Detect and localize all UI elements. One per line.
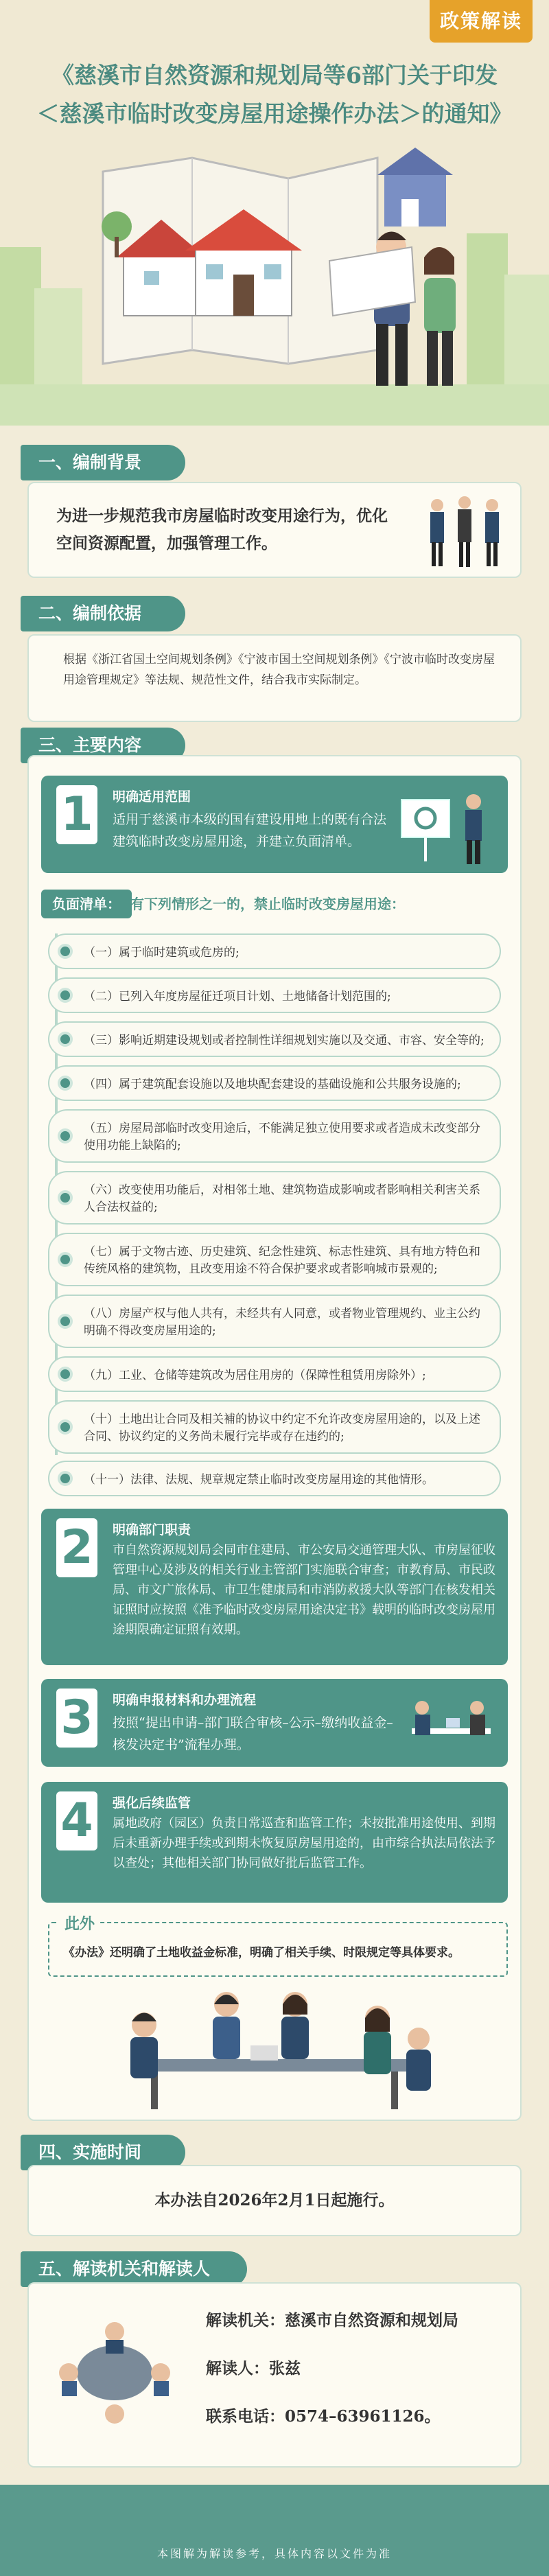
- list-item: [48, 933, 501, 969]
- list-item-text: （二）已列入年度房屋征迁项目计划、土地储备计划范围的;: [84, 990, 391, 1003]
- list-item-text: （六）改变使用功能后，对相邻土地、建筑物造成影响或者影响相关利害关系人合法权益的;: [84, 1183, 480, 1214]
- negative-list-header: [41, 890, 508, 918]
- item-4-number: 4: [56, 1791, 97, 1850]
- item-4-body: 属地政府（园区）负责日常巡查和监管工作；未按批准用途使用、到期后未重新办理手续或到期未恢复原房屋用途的，由市综合执法局依法予以查处；其他相关部门协同做好批后监管工作。: [113, 1816, 495, 1870]
- list-item-text: （三）影响近期建设规划或者控制性详细规划实施以及交通、市容、安全等的;: [84, 1034, 484, 1047]
- bullet-dot: [58, 1367, 73, 1382]
- policy-badge: 政策解读: [430, 0, 533, 43]
- besides-box: [48, 1916, 508, 1977]
- section-5-card: [27, 2282, 522, 2468]
- list-item-text: （十一）法律、法规、规章规定禁止临时改变房屋用途的其他情形。: [84, 1473, 434, 1487]
- bullet-dot: [58, 1252, 73, 1267]
- item-3-body: 按照“提出申请–部门联合审核–公示–缴纳收益金–核发决定书”流程办理。: [113, 1715, 393, 1752]
- bullet-dot: [58, 1032, 73, 1047]
- round-table-icon: [49, 2311, 180, 2428]
- item-2-number: 2: [56, 1518, 97, 1577]
- list-item-text: （五）房屋局部临时改变用途后，不能满足独立使用要求或者造成未改变部分使用功能上缺陷的;: [84, 1122, 480, 1152]
- interpreter-name: 解读人：张兹: [206, 2359, 301, 2378]
- list-item: [48, 1400, 501, 1454]
- page-title: [27, 56, 522, 133]
- list-item-text: （七）属于文物古迹、历史建筑、纪念性建筑、标志性建筑、具有地方特色和传统风格的建筑物，且改变用途不符合保护要求或者影响城市景观的;: [84, 1245, 480, 1276]
- section-2-text: 根据《浙江省国土空间规划条例》《宁波市国土空间规划条例》《宁波市临时改变房屋用途管理规定》等法规、规范性文件，结合我市实际制定。: [63, 653, 495, 687]
- officials-icon: [420, 493, 509, 572]
- item-3-block: [41, 1679, 508, 1767]
- list-item: [48, 1295, 501, 1348]
- list-item: [48, 1021, 501, 1057]
- bullet-dot: [58, 1419, 73, 1435]
- section-4-card: [27, 2165, 522, 2236]
- item-1-body: 适用于慈溪市本级的国有建设用地上的既有合法建筑临时改变房屋用途，并建立负面清单。: [113, 812, 387, 849]
- section-2-card: [27, 634, 522, 722]
- meeting-illustration: [89, 1977, 460, 2114]
- item-1-number: 1: [56, 785, 97, 844]
- title-line-2: ＜慈溪市临时改变房屋用途操作办法＞的通知》: [36, 100, 513, 127]
- item-2-block: [41, 1509, 508, 1665]
- consultation-icon: [401, 1687, 501, 1759]
- besides-text: 《办法》还明确了土地收益金标准，明确了相关手续、时限规定等具体要求。: [63, 1946, 460, 1960]
- item-1-block: [41, 776, 508, 873]
- list-item: [48, 1171, 501, 1225]
- list-item: [48, 1461, 501, 1496]
- bullet-dot: [58, 1076, 73, 1091]
- bullet-dot: [58, 1314, 73, 1329]
- hero-banner: [0, 0, 549, 426]
- besides-label: 此外: [59, 1912, 100, 1934]
- list-item-text: （一）属于临时建筑或危房的;: [84, 946, 240, 960]
- list-item-text: （十）土地出让合同及相关補的协议中约定不允许改变房屋用途的，以及上述合同、协议约定的义务尚未履行完毕或存在违约的;: [84, 1413, 480, 1443]
- list-item: [48, 1065, 501, 1101]
- house-map-illustration: [89, 144, 474, 391]
- bullet-dot: [58, 944, 73, 959]
- section-1-text: 为进一步规范我市房屋临时改变用途行为，优化空间资源配置，加强管理工作。: [56, 507, 388, 553]
- footer-text: 本图解为解读参考，具体内容以文件为准: [156, 2547, 392, 2560]
- title-line-1: 《慈溪市自然资源和规划局等6部门关于印发: [51, 62, 498, 89]
- footer: [0, 2485, 549, 2576]
- negative-list-label: 负面清单：: [41, 890, 132, 918]
- negative-list-desc: 有下列情形之一的，禁止临时改变房屋用途：: [130, 896, 405, 912]
- list-item-text: （八）房屋产权与他人共有，未经共有人同意，或者物业管理规约、业主公约明确不得改变房屋用途的;: [84, 1307, 480, 1338]
- interpreter-org: 解读机关：慈溪市自然资源和规划局: [206, 2311, 458, 2330]
- item-2-body: 市自然资源规划局会同市住建局、市公安局交通管理大队、市房屋征收管理中心及涉及的相关行业主管部门实施联合审查；市教育局、市民政局、市文广旅体局、市卫生健康局和市消防救援大队等部门在核发相关证照时应按照《准予临时改变房屋用途决定书》载明的临时改变房屋用途期限确定证照有效期。: [113, 1543, 495, 1637]
- section-3-heading: 三、主要内容: [21, 728, 185, 763]
- negative-list: [48, 933, 501, 1455]
- bullet-dot: [58, 1128, 73, 1144]
- list-item-text: （九）工业、仓储等建筑改为居住用房的（保障性租赁用房除外）;: [84, 1369, 426, 1382]
- list-item: [48, 1233, 501, 1286]
- item-4-title: 强化后续监管: [113, 1796, 191, 1811]
- bullet-dot: [58, 988, 73, 1003]
- contact-phone: 联系电话：0574–63961126。: [206, 2407, 441, 2426]
- section-1-heading: 一、编制背景: [21, 445, 185, 480]
- bullet-dot: [58, 1471, 73, 1486]
- section-2-heading: 二、编制依据: [21, 596, 185, 631]
- section-4-heading: 四、实施时间: [21, 2135, 185, 2170]
- item-3-number: 3: [56, 1689, 97, 1748]
- list-item: [48, 977, 501, 1013]
- list-item: [48, 1109, 501, 1163]
- bullet-dot: [58, 1190, 73, 1205]
- item-3-title: 明确申报材料和办理流程: [113, 1693, 257, 1708]
- item-4-block: [41, 1782, 508, 1903]
- section-4-text: 本办法自2026年2月1日起施行。: [154, 2191, 395, 2209]
- list-item-text: （四）属于建筑配套设施以及地块配套建设的基础设施和公共服务设施的;: [84, 1078, 461, 1091]
- presenter-icon: [398, 782, 501, 868]
- list-item: [48, 1356, 501, 1392]
- section-1-card: [27, 482, 522, 578]
- item-2-title: 明确部门职责: [113, 1522, 191, 1538]
- section-5-heading: 五、解读机关和解读人: [21, 2251, 247, 2287]
- item-1-title: 明确适用范围: [113, 789, 191, 804]
